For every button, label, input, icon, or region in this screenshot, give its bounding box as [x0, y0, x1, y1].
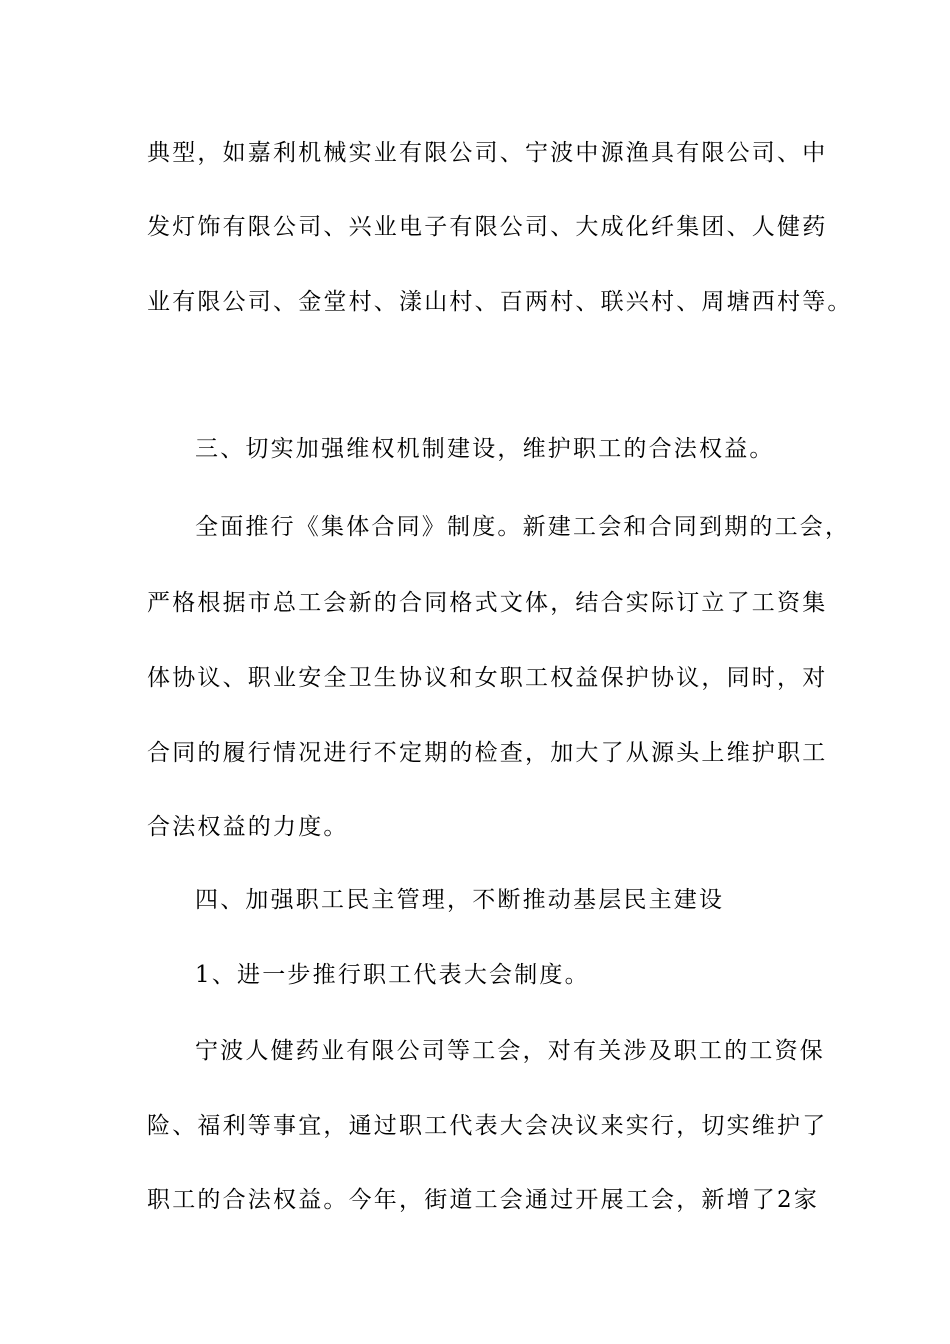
body-text-line: 合法权益的力度。	[147, 814, 349, 840]
body-text-line: 全面推行《集体合同》制度。新建工会和合同到期的工会，	[195, 514, 851, 540]
body-text-line: 险、福利等事宜，通过职工代表大会决议来实行，切实维护了	[147, 1113, 828, 1139]
body-text-line: 严格根据市总工会新的合同格式文体，结合实际订立了工资集	[147, 590, 828, 616]
section-heading: 三、切实加强维权机制建设，维护职工的合法权益。	[195, 436, 775, 462]
body-text-line: 发灯饰有限公司、兴业电子有限公司、大成化纤集团、人健药	[147, 214, 828, 240]
body-text-line: 宁波人健药业有限公司等工会，对有关涉及职工的工资保	[195, 1038, 825, 1064]
section-heading: 四、加强职工民主管理，不断推动基层民主建设	[195, 887, 725, 913]
subsection-heading: 1、进一步推行职工代表大会制度。	[195, 962, 590, 988]
body-text-line: 合同的履行情况进行不定期的检查，加大了从源头上维护职工	[147, 740, 828, 766]
body-text-line: 职工的合法权益。今年，街道工会通过开展工会，新增了2家	[147, 1187, 820, 1213]
body-text-line: 业有限公司、金堂村、漾山村、百两村、联兴村、周塘西村等。	[147, 289, 853, 315]
body-text-line: 体协议、职业安全卫生协议和女职工权益保护协议，同时，对	[147, 665, 828, 691]
body-text-line: 典型，如嘉利机械实业有限公司、宁波中源渔具有限公司、中	[147, 140, 828, 166]
